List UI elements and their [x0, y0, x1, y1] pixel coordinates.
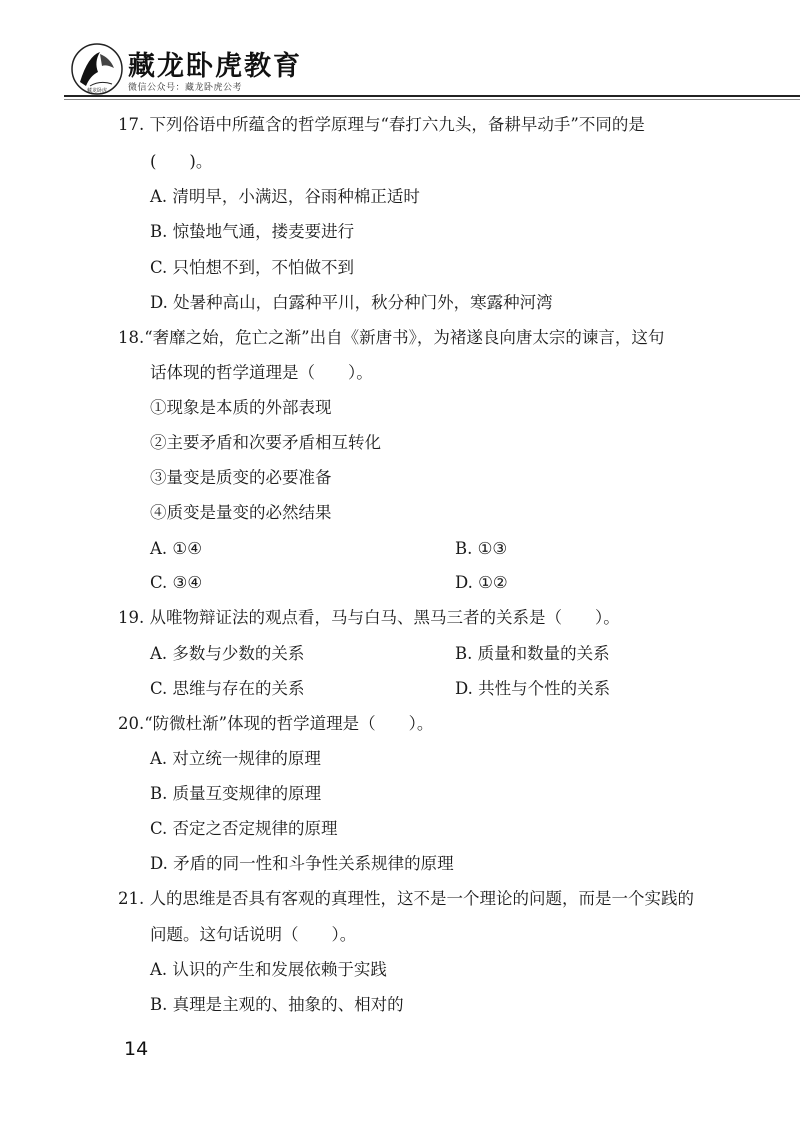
brand-title: 藏龙卧虎教育	[128, 51, 302, 82]
question-20-stem: 20.“防微杜渐”体现的哲学道理是（ ）。	[118, 714, 434, 733]
question-21-option-b: B. 真理是主观的、抽象的、相对的	[150, 995, 404, 1014]
question-18-stem-line-2: 话体现的哲学道理是（ ）。	[150, 363, 373, 382]
header-rule-thin	[64, 99, 800, 100]
question-19-stem: 19. 从唯物辩证法的观点看，马与白马、黑马三者的关系是（ ）。	[118, 608, 620, 627]
brand-subtitle: 微信公众号：藏龙卧虎公考	[128, 83, 243, 93]
question-18-stem-line-1: 18.“奢靡之始，危亡之渐”出自《新唐书》，为褚遂良向唐太宗的谏言，这句	[118, 328, 665, 347]
question-19-option-a: A. 多数与少数的关系	[150, 644, 305, 663]
question-18-statement-4: ④质变是量变的必然结果	[150, 503, 332, 522]
question-18-statement-3: ③量变是质变的必要准备	[150, 468, 332, 487]
logo-caption: 藏龙卧虎	[86, 88, 108, 94]
question-18-option-d: D. ①②	[455, 573, 508, 592]
question-18-option-c: C. ③④	[150, 573, 203, 592]
question-19-option-d: D. 共性与个性的关系	[455, 679, 611, 698]
question-18-statement-1: ①现象是本质的外部表现	[150, 398, 332, 417]
question-18-statement-2: ②主要矛盾和次要矛盾相互转化	[150, 433, 381, 452]
question-18-option-b: B. ①③	[455, 539, 508, 558]
question-17-option-c: C. 只怕想不到，不怕做不到	[150, 258, 355, 277]
question-17-option-d: D. 处暑种高山，白露种平川，秋分种门外，寒露种河湾	[150, 293, 553, 312]
question-17-option-a: A. 清明早，小满迟，谷雨种棉正适时	[150, 187, 420, 206]
page-number: 14	[124, 1038, 149, 1060]
question-19-option-b: B. 质量和数量的关系	[455, 644, 610, 663]
question-18-option-a: A. ①④	[150, 539, 202, 558]
question-21-stem-line-1: 21. 人的思维是否具有客观的真理性，这不是一个理论的问题，而是一个实践的	[118, 889, 694, 908]
question-20-option-d: D. 矛盾的同一性和斗争性关系规律的原理	[150, 854, 454, 873]
question-17-stem-line-2: ( )。	[150, 152, 213, 171]
header-rule	[64, 95, 800, 97]
question-17-stem-line-1: 17. 下列俗语中所蕴含的哲学原理与“春打六九头，备耕早动手”不同的是	[118, 115, 645, 134]
question-21-option-a: A. 认识的产生和发展依赖于实践	[150, 960, 387, 979]
question-20-option-a: A. 对立统一规律的原理	[150, 749, 321, 768]
question-20-option-c: C. 否定之否定规律的原理	[150, 819, 338, 838]
question-17-option-b: B. 惊蛰地气通，搂麦要进行	[150, 222, 355, 241]
logo-icon	[70, 42, 124, 96]
question-21-stem-line-2: 问题。这句话说明（ ）。	[150, 925, 357, 944]
page-header	[0, 0, 800, 100]
question-19-option-c: C. 思维与存在的关系	[150, 679, 305, 698]
question-20-option-b: B. 质量互变规律的原理	[150, 784, 322, 803]
